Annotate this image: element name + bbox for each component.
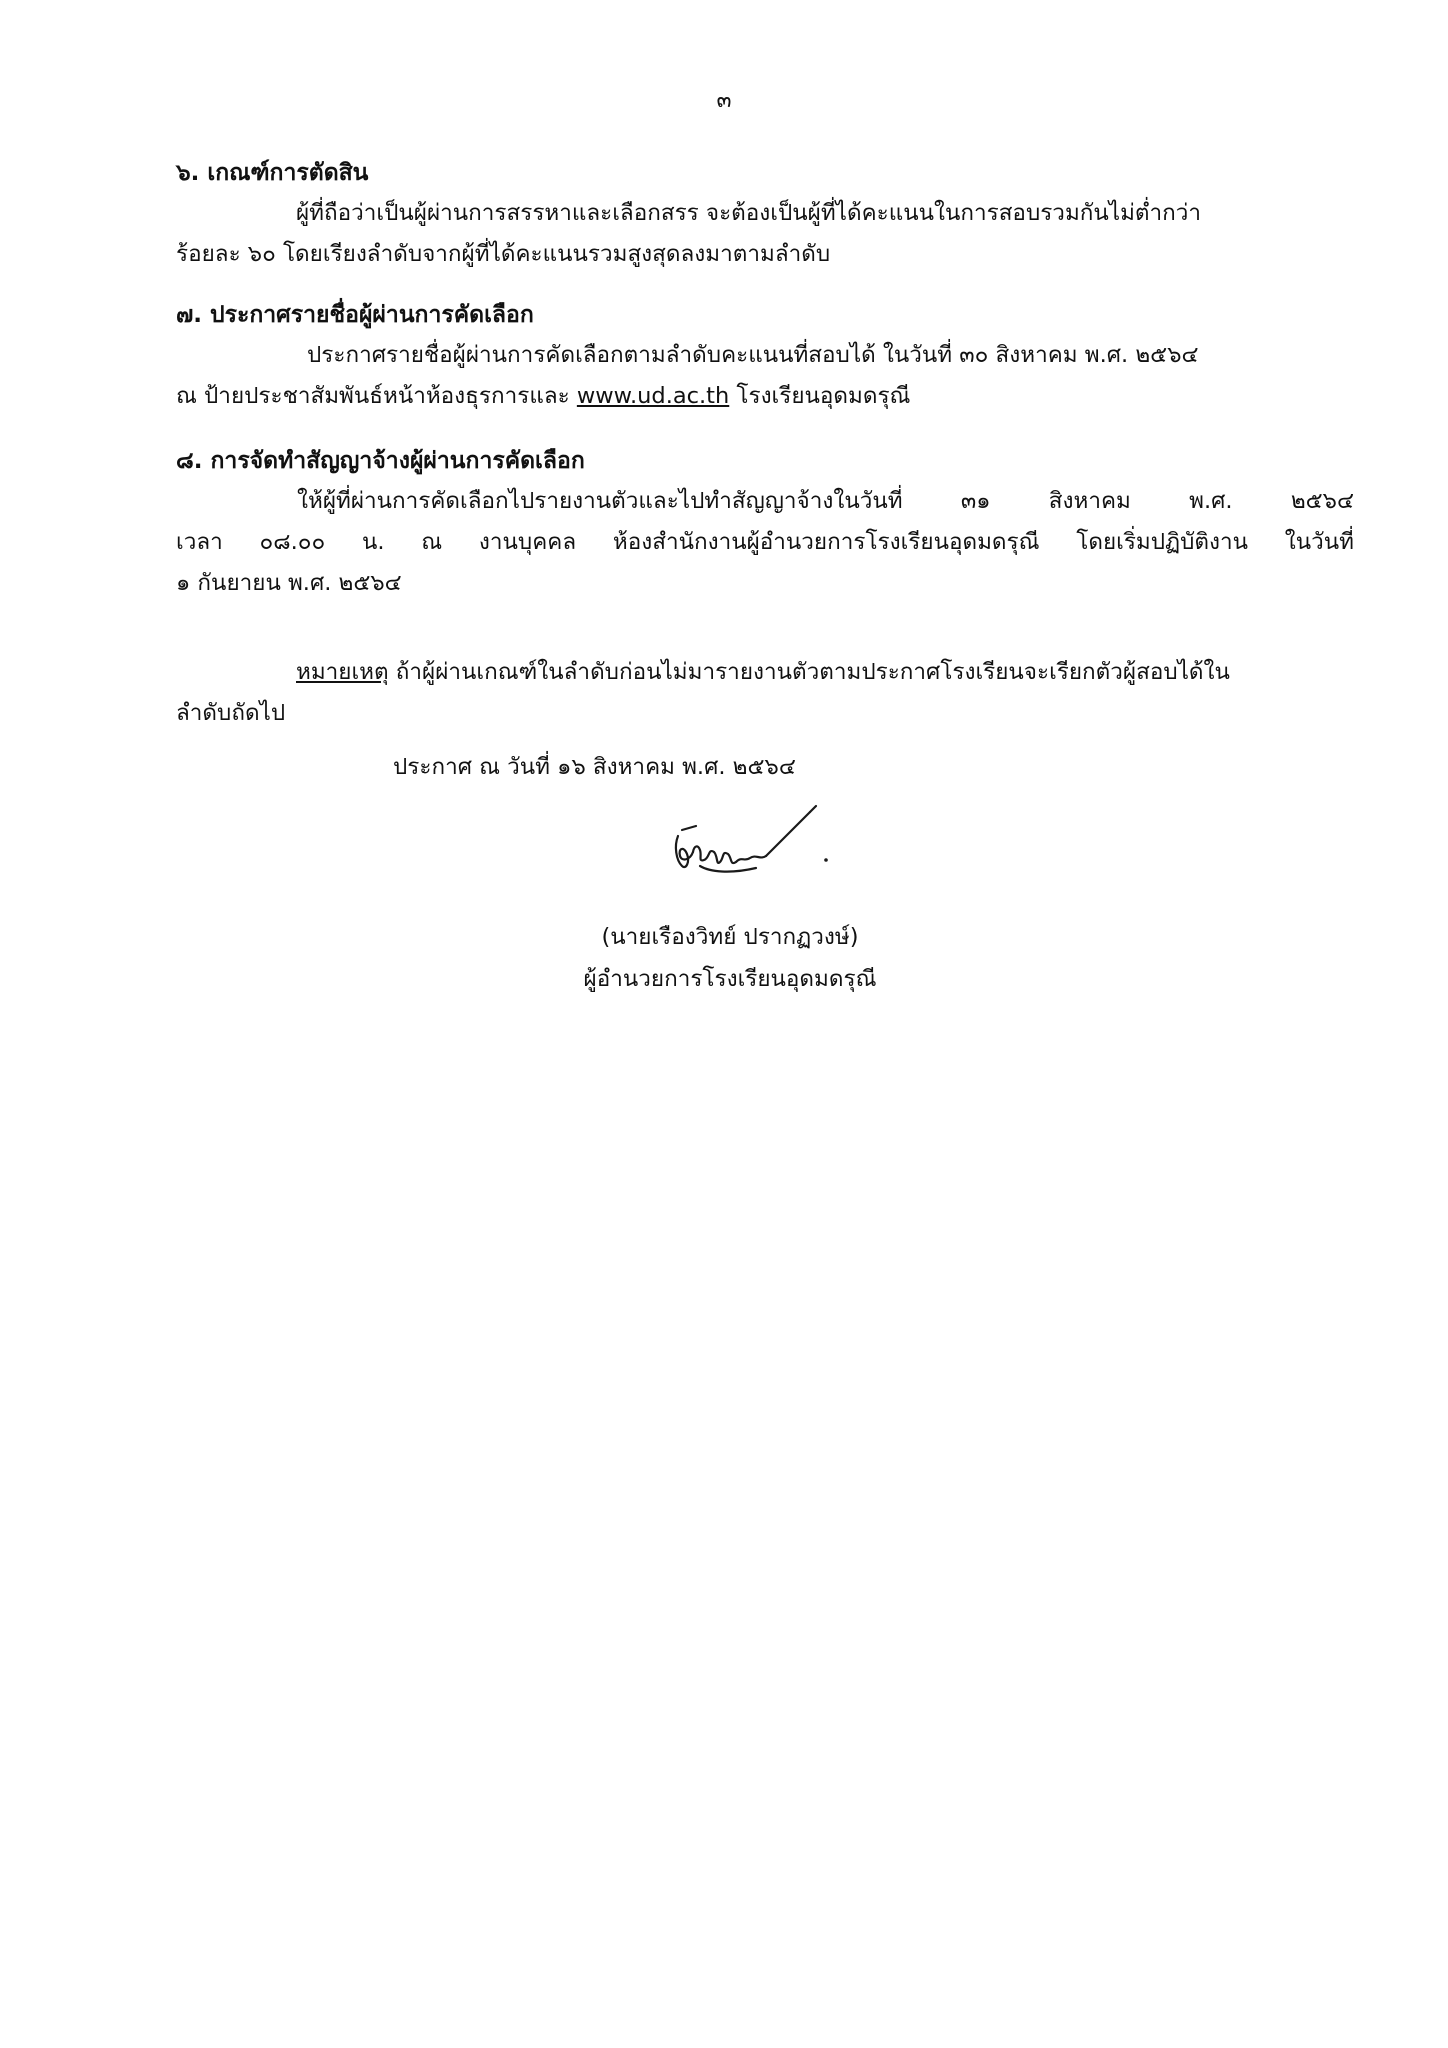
section-8-line-2: เวลา ๐๘.๐๐ น. ณ งานบุคคล ห้องสำนักงานผู้อำนวยการโรงเรียนอุดมดรุณี โดยเริ่มปฏิบัติงาน ในวันที่ xyxy=(176,529,1354,555)
section-8-line-3: ๑ กันยายน พ.ศ. ๒๕๖๔ xyxy=(176,570,402,596)
section-7-line-1: ประกาศรายชื่อผู้ผ่านการคัดเลือกตามลำดับคะแนนที่สอบได้ ในวันที่ ๓๐ สิงหาคม พ.ศ. ๒๕๖๔ xyxy=(307,342,1199,368)
section-8-line-1: ให้ผู้ที่ผ่านการคัดเลือกไปรายงานตัวและไปทำสัญญาจ้างในวันที่ ๓๑ สิงหาคม พ.ศ. ๒๕๖๔ xyxy=(297,488,1354,514)
section-8 xyxy=(176,441,1354,604)
section-7-line-2-text: ณ ป้ายประชาสัมพันธ์หน้าห้องธุรการและ xyxy=(176,383,577,409)
signature-image xyxy=(660,800,835,890)
section-7-line-2-school: โรงเรียนอุดมดรุณี xyxy=(729,383,911,409)
note-line-1 xyxy=(176,652,1354,693)
signer-title: ผู้อำนวยการโรงเรียนอุดมดรุณี xyxy=(583,966,877,992)
section-6-line-2: ร้อยละ ๖๐ โดยเรียงลำดับจากผู้ที่ได้คะแนนรวมสูงสุดลงมาตามลำดับ xyxy=(176,241,831,267)
note-text: ถ้าผู้ผ่านเกณฑ์ในลำดับก่อนไม่มารายงานตัวตามประกาศโรงเรียนจะเรียกตัวผู้สอบได้ใน xyxy=(388,659,1230,685)
note-block xyxy=(176,652,1354,734)
section-6-heading: ๖. เกณฑ์การตัดสิน xyxy=(176,160,369,186)
page-number: ๓ xyxy=(716,88,732,113)
section-6-line-1: ผู้ที่ถือว่าเป็นผู้ผ่านการสรรหาและเลือกสรร จะต้องเป็นผู้ที่ได้คะแนนในการสอบรวมกันไม่ต่ำกว่า xyxy=(296,200,1202,226)
signer-name: (นายเรืองวิทย์ ปรากฏวงษ์) xyxy=(601,924,859,950)
section-7-line-2 xyxy=(176,376,1354,417)
section-6-body xyxy=(176,193,1354,275)
section-8-body xyxy=(176,481,1354,604)
website-link[interactable]: www.ud.ac.th xyxy=(576,383,730,409)
note-label: หมายเหตุ xyxy=(296,659,389,685)
section-8-heading: ๘. การจัดทำสัญญาจ้างผู้ผ่านการคัดเลือก xyxy=(176,448,585,474)
section-7-body xyxy=(176,335,1354,417)
section-7-heading: ๗. ประกาศรายชื่อผู้ผ่านการคัดเลือก xyxy=(176,302,534,328)
note-line-2: ลำดับถัดไป xyxy=(176,700,286,726)
section-6 xyxy=(176,153,1354,275)
section-7 xyxy=(176,295,1354,417)
announcement-date: ประกาศ ณ วันที่ ๑๖ สิงหาคม พ.ศ. ๒๕๖๔ xyxy=(393,754,796,780)
